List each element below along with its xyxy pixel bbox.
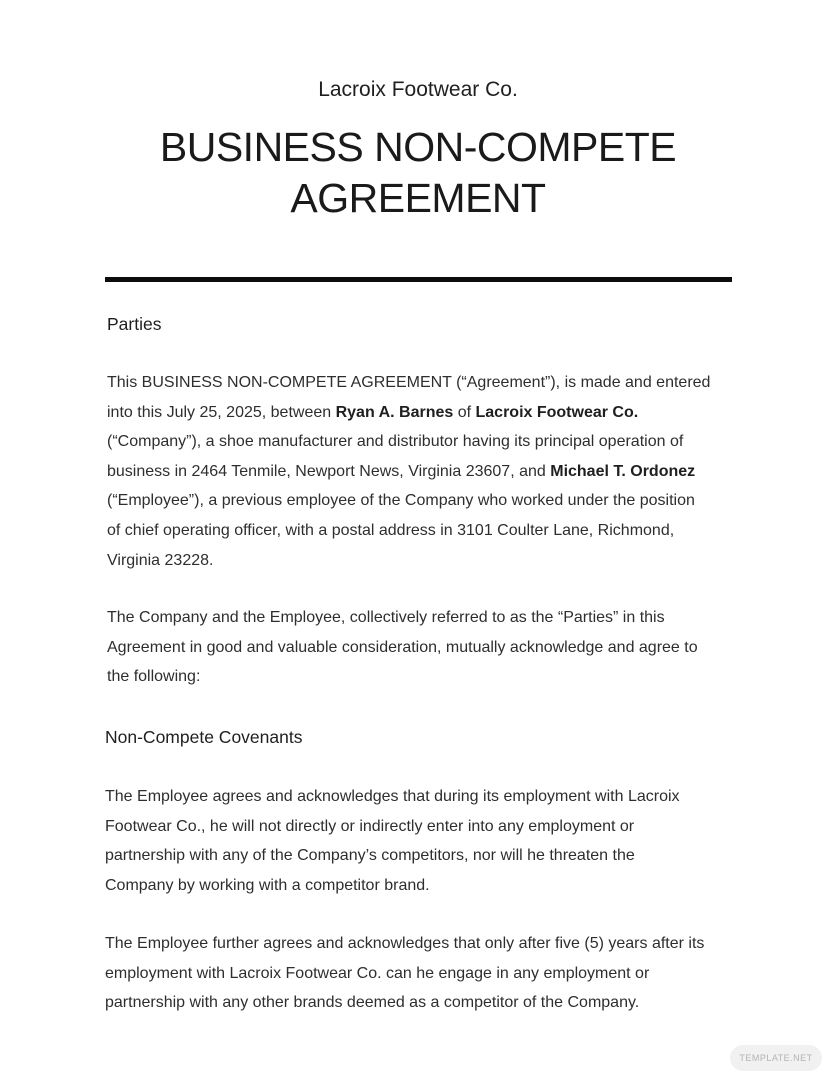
company-name-inline: Lacroix Footwear Co. xyxy=(475,403,639,421)
employer-rep-name: Ryan A. Barnes xyxy=(335,403,454,421)
text-line: (“Employee”), a previous employee of the Company who worked under the position xyxy=(107,492,695,510)
covenants-heading: Non-Compete Covenants xyxy=(105,727,303,747)
covenants-paragraph-2 xyxy=(105,929,704,1018)
text-line: into this July 25, 2025, between Ryan A. Barnes of Lacroix Footwear Co. xyxy=(107,403,639,421)
template-net-watermark: TEMPLATE.NET xyxy=(730,1045,822,1071)
company-name: Lacroix Footwear Co. xyxy=(318,78,518,101)
text-line: The Employee further agrees and acknowledges that only after five (5) years after its xyxy=(105,935,705,952)
covenants-paragraph-1 xyxy=(105,782,680,900)
title-line-2: AGREEMENT xyxy=(290,175,546,221)
text-line: Agreement in good and valuable consideration, mutually acknowledge and agree to xyxy=(107,638,698,656)
text-line: (“Company”), a shoe manufacturer and distributor having its principal operation of xyxy=(107,433,684,451)
text-line: of chief operating officer, with a postal address in 3101 Coulter Lane, Richmond, xyxy=(107,521,675,539)
document-title xyxy=(0,122,836,224)
parties-paragraph-1 xyxy=(107,368,710,575)
text-line: partnership with any of the Company’s competitors, nor will he threaten the xyxy=(105,847,635,865)
text-line: the following: xyxy=(107,668,201,686)
parties-paragraph-2 xyxy=(107,603,698,692)
employee-name: Michael T. Ordonez xyxy=(550,462,696,480)
text-line: The Employee agrees and acknowledges that during its employment with Lacroix xyxy=(105,788,680,805)
title-line-1: BUSINESS NON-COMPETE xyxy=(159,124,677,170)
parties-heading: Parties xyxy=(107,314,162,334)
text-line: This BUSINESS NON-COMPETE AGREEMENT (“Agreement”), is made and entered xyxy=(107,374,711,391)
text-line: Virginia 23228. xyxy=(107,551,214,569)
text-line: business in 2464 Tenmile, Newport News, Virginia 23607, and Michael T. Ordonez xyxy=(107,462,696,480)
text-line: The Company and the Employee, collectively referred to as the “Parties” in this xyxy=(107,609,665,626)
text-line: employment with Lacroix Footwear Co. can he engage in any employment or xyxy=(105,964,650,982)
title-divider xyxy=(105,277,732,282)
text-line: partnership with any other brands deemed as a competitor of the Company. xyxy=(105,994,640,1012)
text-line: Footwear Co., he will not directly or indirectly enter into any employment or xyxy=(105,817,635,835)
text-line: Company by working with a competitor brand. xyxy=(105,876,430,894)
